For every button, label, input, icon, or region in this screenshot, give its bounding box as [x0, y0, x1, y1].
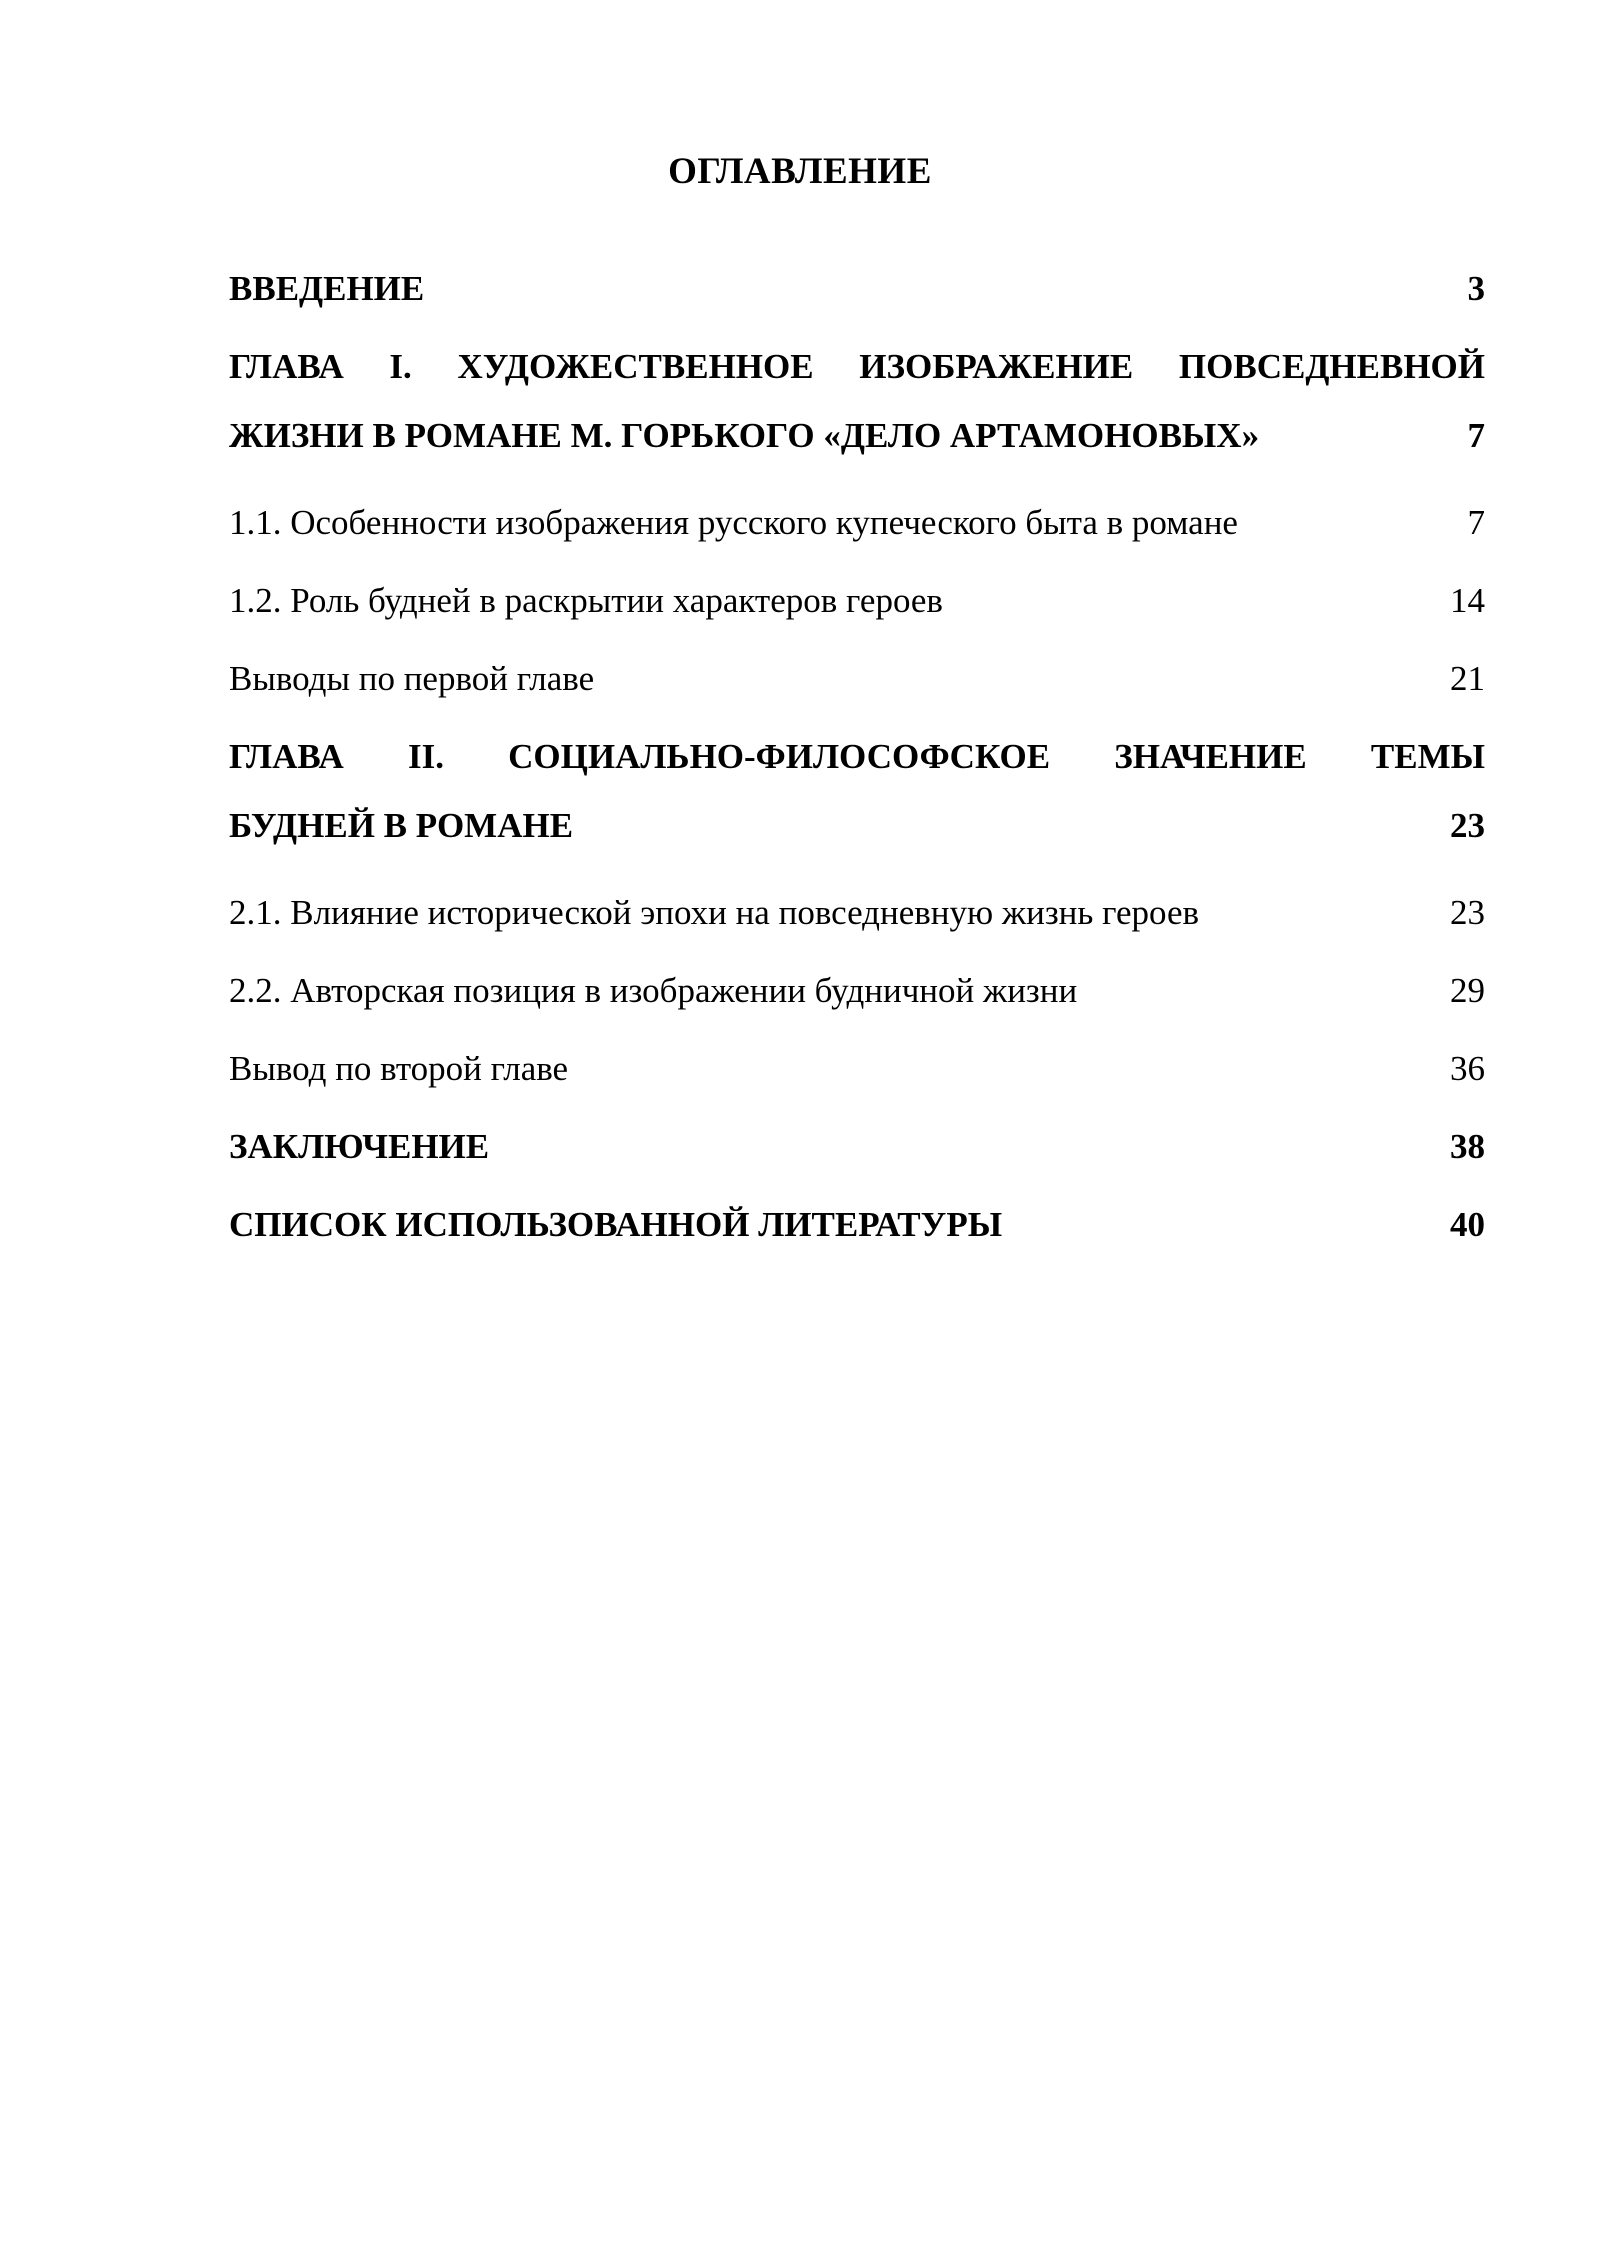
toc-page-number: 21	[1450, 659, 1485, 698]
toc-entry-label: Выводы по первой главе	[229, 659, 595, 698]
toc-entry-section-2-2[interactable]	[229, 952, 1485, 1030]
toc-page-number: 38	[1450, 1127, 1485, 1166]
toc-entry-label: 1.1. Особенности изображения русского купеческого быта в романе	[229, 503, 1238, 542]
toc-entry-introduction[interactable]	[229, 250, 1485, 328]
toc-entry-section-2-1[interactable]	[229, 874, 1485, 952]
toc-entry-label: 2.1. Влияние исторической эпохи на повседневную жизнь героев	[229, 893, 1200, 932]
toc-entry-section-1-1[interactable]	[229, 484, 1485, 562]
toc-entry-label: Вывод по второй главе	[229, 1049, 569, 1088]
toc-entry-label-continued: БУДНЕЙ В РОМАНЕ	[229, 806, 574, 845]
toc-entry-label: ЗАКЛЮЧЕНИЕ	[229, 1127, 490, 1166]
toc-entry-label: ГЛАВА I. ХУДОЖЕСТВЕННОЕ ИЗОБРАЖЕНИЕ ПОВСЕДНЕВНОЙ	[229, 347, 1485, 386]
toc-entry-label: 1.2. Роль будней в раскрытии характеров героев	[229, 581, 943, 620]
toc-entry-conclusion-chapter-2[interactable]	[229, 1030, 1485, 1108]
toc-title: ОГЛАВЛЕНИЕ	[668, 151, 932, 192]
toc-page-number: 40	[1450, 1205, 1485, 1244]
toc-page-number: 14	[1450, 581, 1485, 620]
toc-entry-label-continued: ЖИЗНИ В РОМАНЕ М. ГОРЬКОГО «ДЕЛО АРТАМОНОВЫХ»	[229, 416, 1260, 455]
toc-entry-label: ВВЕДЕНИЕ	[229, 269, 425, 308]
toc-entry-label: ГЛАВА II. СОЦИАЛЬНО-ФИЛОСОФСКОЕ ЗНАЧЕНИЕ ТЕМЫ	[229, 737, 1485, 776]
table-of-contents	[229, 250, 1485, 1264]
toc-page-number: 7	[1467, 503, 1485, 542]
toc-entry-chapter-2[interactable]	[229, 718, 1485, 874]
toc-entry-bibliography[interactable]	[229, 1186, 1485, 1264]
toc-entry-conclusions-chapter-1[interactable]	[229, 640, 1485, 718]
toc-entry-section-1-2[interactable]	[229, 562, 1485, 640]
toc-entry-label: СПИСОК ИСПОЛЬЗОВАННОЙ ЛИТЕРАТУРЫ	[229, 1205, 1003, 1244]
toc-page-number: 23	[1450, 893, 1485, 932]
toc-entry-conclusion[interactable]	[229, 1108, 1485, 1186]
toc-entry-chapter-1[interactable]	[229, 328, 1485, 484]
toc-entry-label: 2.2. Авторская позиция в изображении будничной жизни	[229, 971, 1078, 1010]
toc-page-number: 36	[1450, 1049, 1485, 1088]
toc-page-number: 23	[1450, 806, 1485, 845]
toc-page-number: 3	[1467, 269, 1485, 308]
toc-page-number: 29	[1450, 971, 1485, 1010]
toc-page-number: 7	[1467, 416, 1485, 455]
